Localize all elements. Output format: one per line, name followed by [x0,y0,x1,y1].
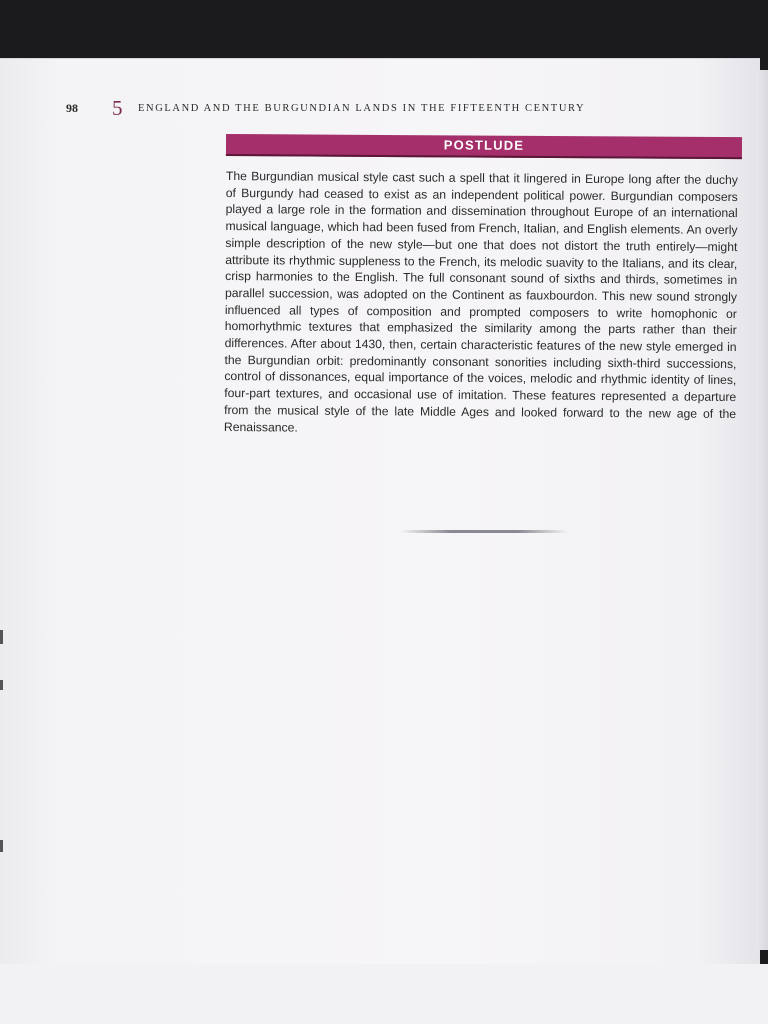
running-header [66,96,686,120]
page-edge [756,70,768,950]
left-edge-mark [0,840,3,852]
body-paragraph: The Burgundian musical style cast such a spell that it lingered in Europe long after the duchy of Burgundy had ceased to exist as an independent political power. Burgundian composers played a large role in the formation and dissemination throughout Europe of an international musical language, which had been fused from French, Italian, and English elements. An overly simple description of the new style—but one that does not distort the truth entirely—might attribute its rhythmic suppleness to the French, its melodic suavity to the Italians, and its clear, crisp harmonies to the English. The full consonant sound of sixths and thirds, sometimes in parallel succession, was adopted on the Continent as fauxbourdon. This new sound strongly influenced all types of composition and prompted composers to write homophonic or homorhythmic textures that emphasized the similarity among the parts rather than their differences. After about 1430, then, certain characteristic features of the new style emerged in the Burgundian orbit: predominantly consonant sonorities including sixth-third successions, control of dissonances, equal importance of the voices, melodic and rhythmic identity of lines, four-part textures, and occasional use of imitation. These features represented a departure from the musical style of the late Middle Ages and looked forward to the new age of the Renaissance. [223,168,738,435]
section-title: POSTLUDE [443,137,525,153]
bottom-margin [0,964,768,1024]
left-edge-mark [0,680,3,690]
chapter-number: 5 [112,95,123,120]
left-edge-mark [0,630,3,644]
body-text [224,168,738,439]
end-rule-divider [400,530,568,533]
page-number: 98 [66,100,78,115]
section-heading-bar [226,134,742,159]
running-title: ENGLAND AND THE BURGUNDIAN LANDS IN THE FIFTEENTH CENTURY [138,102,586,114]
